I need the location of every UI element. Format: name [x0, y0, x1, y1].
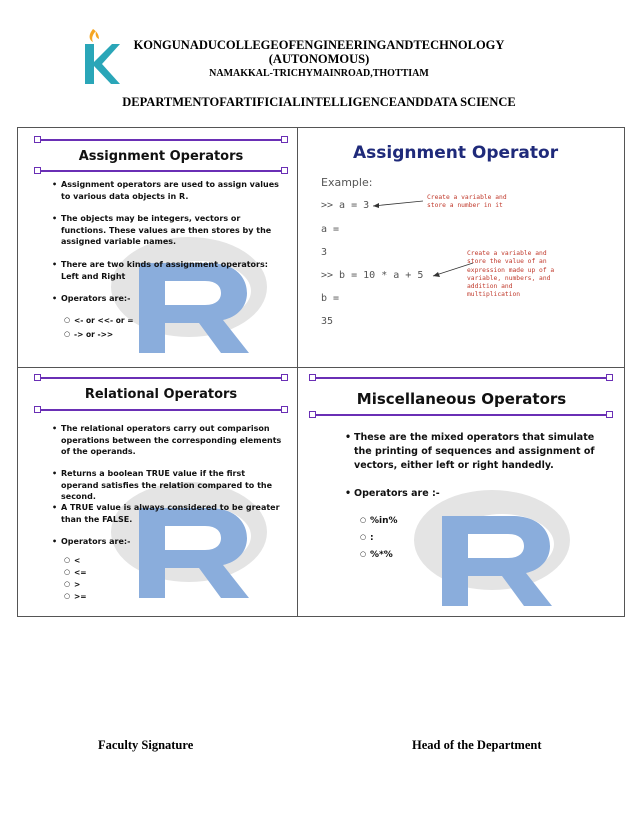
slide-top-rule [37, 139, 285, 141]
sub-item: ○ %*% [370, 550, 393, 560]
bullet-item: • Assignment operators are used to assign values to various data objects in R. [61, 179, 281, 202]
slide-assignment-operators [31, 133, 291, 353]
bullet-item: • These are the mixed operators that simulate the printing of sequences and assignment of vectors, either left or right handedly. [354, 431, 604, 473]
slides-grid [17, 127, 625, 617]
department-name: DEPARTMENTOFARTIFICIALINTELLIGENCEANDDATA SCIENCE [122, 95, 516, 109]
annotation-note: Create a variable and store the value of an expression made up of a variable, numbers, and addition and multiplication [467, 250, 555, 299]
bullet-item: • Returns a boolean TRUE value if the first operand satisfies the relation compared to the second. [61, 468, 283, 503]
bullet-item: • Operators are :- [354, 487, 604, 501]
slide-top-rule [37, 377, 285, 379]
r-logo-watermark [109, 229, 271, 353]
code-line: 3 [321, 247, 328, 258]
slide-title: Miscellaneous Operators [356, 390, 567, 408]
bullet-item: • The relational operators carry out comparison operations between the corresponding elements of the operands. [61, 423, 283, 458]
sub-item: ○ < [74, 556, 80, 565]
sub-item: ○ > [74, 580, 80, 589]
sub-item: ○ >= [74, 592, 87, 601]
college-address: NAMAKKAL-TRICHYMAINROAD,THOTTIAM [209, 68, 429, 79]
slide-title: Assignment Operator [353, 143, 559, 163]
college-name: KONGUNADUCOLLEGEOFENGINEERINGANDTECHNOLOGY [133, 38, 505, 52]
slide-title: Assignment Operators [78, 149, 244, 164]
annotation-note: Create a variable and store a number in it [427, 194, 507, 210]
bullet-item: • A TRUE value is always considered to be greater than the FALSE. [61, 502, 283, 525]
hod-signature-label: Head of the Department [412, 738, 542, 752]
sub-item: ○ %in% [370, 516, 398, 526]
slide-title: Relational Operators [84, 387, 238, 402]
bullet-item: • Operators are:- [61, 293, 281, 305]
grid-divider-vertical [297, 128, 298, 616]
sub-item: ○ : [370, 533, 374, 543]
bullet-item: • Operators are:- [61, 536, 283, 548]
college-status: (AUTONOMOUS) [268, 52, 370, 66]
slide-title-rule [312, 414, 610, 416]
sub-item: ○ <= [74, 568, 87, 577]
code-line: b = [321, 293, 340, 304]
slide-miscellaneous-operators [305, 374, 618, 608]
slide-assignment-operator-example [305, 133, 618, 355]
slide-title-rule [37, 170, 285, 172]
bullet-item: • There are two kinds of assignment operators: Left and Right [61, 259, 281, 282]
faculty-signature-label: Faculty Signature [98, 738, 194, 752]
code-line: a = [321, 224, 340, 235]
sub-item: ○ <- or <<- or = [74, 316, 134, 325]
grid-divider-horizontal [18, 367, 624, 368]
sub-item: ○ -> or ->> [74, 330, 113, 339]
bullet-item: • The objects may be integers, vectors or functions. These values are then stores by the assigned variable names. [61, 213, 281, 248]
slide-title-rule [37, 409, 285, 411]
slide-relational-operators [31, 374, 291, 608]
code-line: 35 [321, 316, 334, 327]
code-line: >> a = 3 [321, 200, 370, 211]
example-label: Example: [321, 176, 373, 189]
annotation-arrows [305, 133, 618, 355]
slide-top-rule [312, 377, 610, 379]
code-line: >> b = 10 * a + 5 [321, 270, 424, 281]
